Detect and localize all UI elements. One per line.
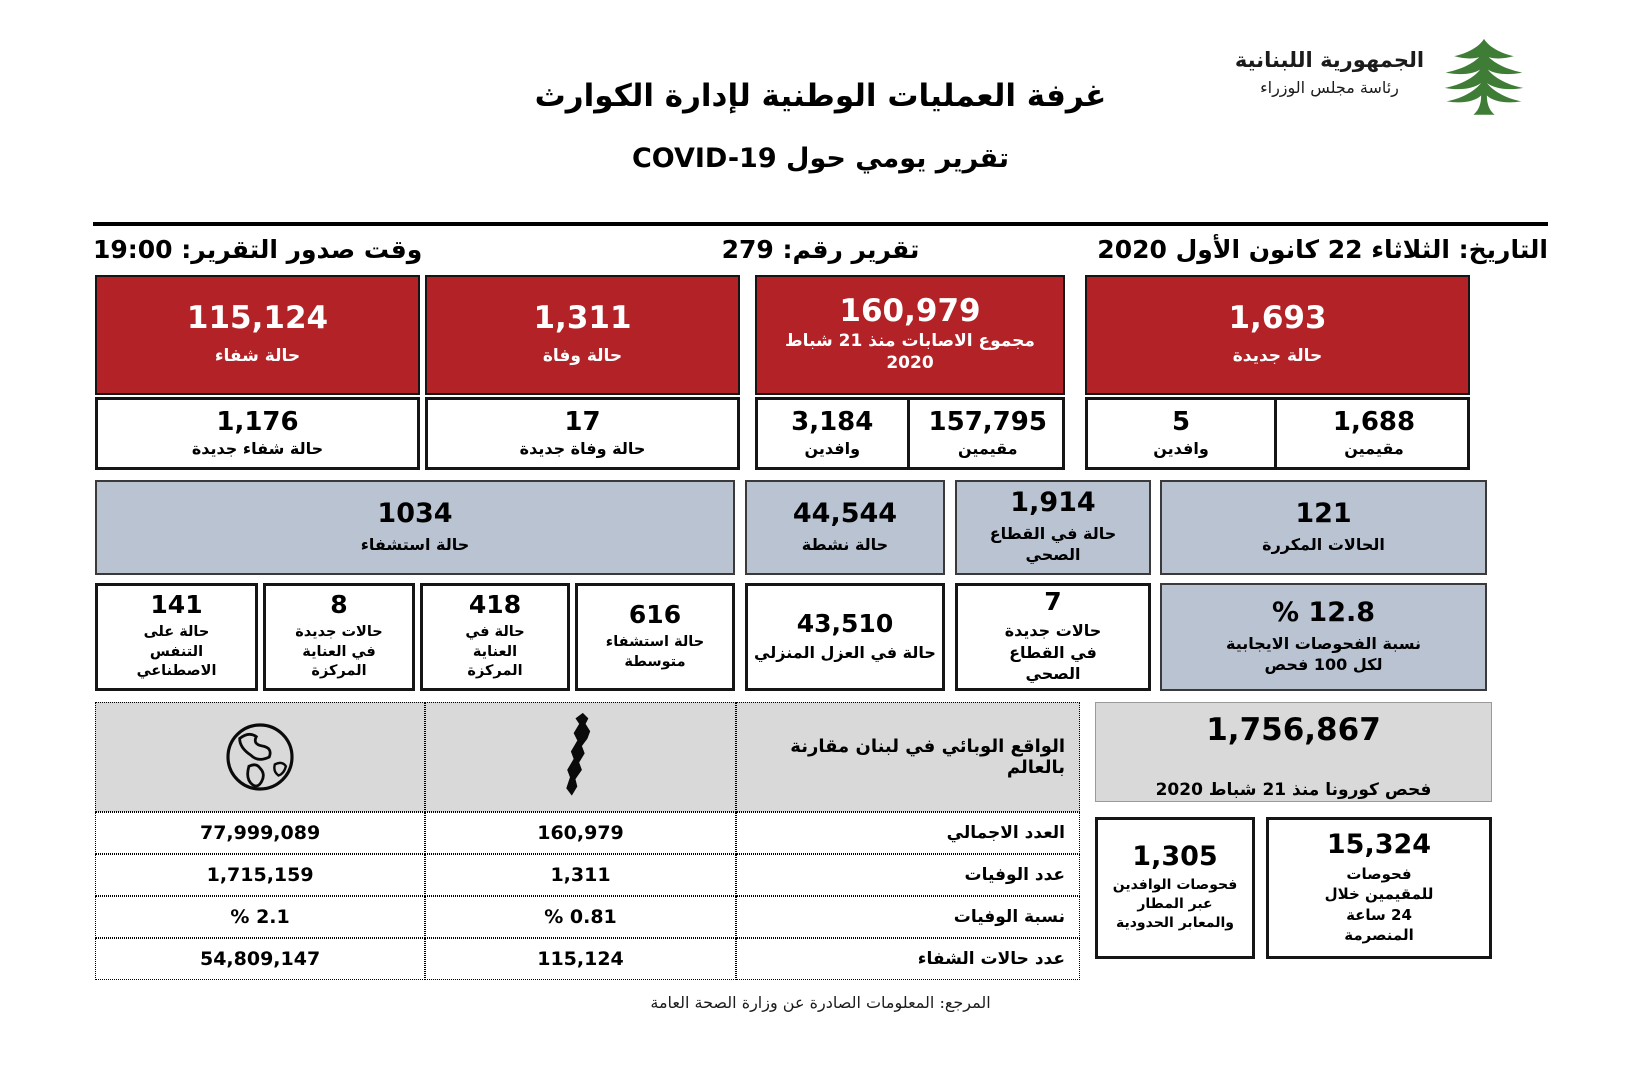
stat-icu [420, 583, 570, 691]
stat-deaths-label: حالة وفاة [542, 345, 623, 366]
stat-new-arrivals-value: 5 [1171, 407, 1191, 437]
stat-resident-tests-value: 15,324 [1326, 829, 1432, 860]
report-date: التاريخ: الثلاثاء 22 كانون الأول 2020 [1097, 235, 1548, 264]
stat-health-sector-label: حالة في القطاع الصحي [989, 524, 1117, 564]
stat-repeated-value: 121 [1295, 497, 1352, 529]
stat-hospitalized-label: حالة استشفاء [360, 534, 470, 554]
stat-total-tests [1095, 702, 1492, 802]
stat-recovered-label: حالة شفاء [214, 345, 301, 366]
stat-resident-tests [1266, 817, 1492, 959]
stat-arrival-tests-value: 1,305 [1132, 841, 1218, 873]
comparison-row-deaths-lebanon: 1,311 [425, 854, 736, 896]
comparison-row-total-lebanon: 160,979 [425, 812, 736, 854]
stat-new-icu-label: حالات جديدة في العناية المركزة [295, 624, 383, 680]
stat-hospitalized-value: 1034 [377, 497, 453, 529]
world-comparison-table [95, 702, 1080, 980]
stat-new-arrivals-label: وافدين [1153, 439, 1209, 458]
stat-active-cases [745, 480, 945, 575]
comparison-row-death-rate-world: 2.1 % [95, 896, 425, 938]
stat-deaths [425, 275, 740, 395]
stat-positivity-label: نسبة الفحوصات الايجابية لكل 100 فحص [1226, 633, 1421, 674]
stat-active-label: حالة نشطة [801, 534, 889, 554]
comparison-row-recovered [95, 938, 1080, 980]
stat-arrival-tests [1095, 817, 1255, 959]
stat-recovered [95, 275, 420, 395]
stat-home-isolation-value: 43,510 [796, 608, 894, 638]
stat-new-deaths-value: 17 [564, 407, 601, 437]
stat-positivity-rate [1160, 583, 1487, 691]
stat-health-sector [955, 480, 1151, 575]
stat-total-residents-value: 157,795 [928, 407, 1047, 437]
stat-new-cases [1085, 275, 1470, 395]
stat-new-arrivals [1088, 400, 1277, 467]
comparison-title: الواقع الوبائي في لبنان مقارنة بالعالم [736, 702, 1080, 812]
page-title: غرفة العمليات الوطنية لإدارة الكوارث [534, 78, 1107, 114]
report-info-bar [93, 222, 1548, 264]
stat-new-residents [1281, 400, 1467, 467]
stat-new-cases-breakdown [1085, 397, 1470, 470]
reference-note: المرجع: المعلومات الصادرة عن وزارة الصحة العامة [650, 993, 991, 1012]
stat-new-cases-label: حالة جديدة [1232, 345, 1323, 366]
stat-new-health-sector-value: 7 [1044, 587, 1062, 617]
stat-total-residents [914, 400, 1063, 467]
stat-new-deaths [425, 397, 740, 470]
stat-recovered-value: 115,124 [186, 299, 329, 336]
stat-total-arrivals-value: 3,184 [791, 407, 874, 437]
stat-icu-label: حالة في العناية المركزة [465, 624, 525, 680]
comparison-row-deaths [95, 854, 1080, 896]
stat-new-deaths-label: حالة وفاة جديدة [519, 439, 646, 458]
stat-new-icu-value: 8 [330, 590, 348, 620]
comparison-header-row [95, 702, 1080, 812]
stat-total-cases-label: مجموع الاصابات منذ 21 شباط 2020 [785, 331, 1035, 373]
comparison-row-recovered-world: 54,809,147 [95, 938, 425, 980]
stat-positivity-value: 12.8 % [1271, 596, 1376, 628]
stat-ventilator-value: 141 [150, 590, 203, 620]
stat-repeated-label: الحالات المكررة [1262, 534, 1385, 554]
stat-new-icu [263, 583, 415, 691]
stat-new-recovered-label: حالة شفاء جديدة [191, 439, 324, 458]
stat-new-health-sector-label: حالات جديدة في القطاع الصحي [1004, 621, 1102, 684]
comparison-row-recovered-label: عدد حالات الشفاء [736, 938, 1080, 980]
stat-total-arrivals-label: وافدين [804, 439, 861, 458]
comparison-row-deaths-world: 1,715,159 [95, 854, 425, 896]
stat-moderate-hospitalization [575, 583, 735, 691]
stat-total-residents-label: مقيمين [957, 439, 1018, 458]
stat-moderate-label: حالة استشفاء متوسطة [605, 633, 705, 670]
report-number: تقرير رقم: 279 [721, 235, 920, 264]
stat-active-value: 44,544 [792, 497, 898, 529]
stat-new-cases-value: 1,693 [1228, 299, 1327, 336]
stat-icu-value: 418 [468, 590, 522, 620]
report-time: وقت صدور التقرير: 19:00 [93, 235, 423, 264]
stat-new-health-sector [955, 583, 1151, 691]
comparison-row-total-label: العدد الاجمالي [736, 812, 1080, 854]
stat-new-residents-value: 1,688 [1332, 407, 1416, 437]
lebanon-map-icon [425, 702, 736, 812]
stat-total-tests-label: فحص كورونا منذ 21 شباط 2020 [1155, 780, 1432, 800]
stat-total-tests-value: 1,756,867 [1206, 712, 1381, 748]
stat-new-residents-label: مقيمين [1344, 439, 1404, 458]
stat-hospitalized [95, 480, 735, 575]
stat-health-sector-value: 1,914 [1010, 487, 1096, 519]
stat-new-recovered-value: 1,176 [216, 407, 299, 437]
stat-repeated-cases [1160, 480, 1487, 575]
stat-resident-tests-label: فحوصات للمقيمين خلال 24 ساعة المنصرمة [1324, 865, 1434, 944]
stat-ventilator-label: حالة على التنفس الاصطناعي [136, 624, 217, 680]
stat-ventilator [95, 583, 258, 691]
stat-new-recovered [95, 397, 420, 470]
stat-total-arrivals [758, 400, 910, 467]
page-subtitle: تقرير يومي حول COVID-19 [631, 143, 1010, 174]
comparison-row-death-rate-label: نسبة الوفيات [736, 896, 1080, 938]
stat-moderate-value: 616 [628, 599, 682, 629]
stat-home-isolation [745, 583, 945, 691]
logo-text-republic: الجمهورية اللبنانية [1234, 48, 1425, 72]
comparison-row-death-rate-lebanon: 0.81 % [425, 896, 736, 938]
stat-home-isolation-label: حالة في العزل المنزلي [754, 642, 936, 662]
stat-deaths-value: 1,311 [533, 299, 632, 336]
comparison-row-recovered-lebanon: 115,124 [425, 938, 736, 980]
comparison-row-deaths-label: عدد الوفيات [736, 854, 1080, 896]
stat-total-breakdown [755, 397, 1065, 470]
logo-text-pcm: رئاسة مجلس الوزراء [1260, 78, 1399, 97]
stat-arrival-tests-label: فحوصات الوافدين عبر المطار والمعابر الحدودية [1112, 877, 1238, 931]
comparison-row-total-world: 77,999,089 [95, 812, 425, 854]
comparison-row-total [95, 812, 1080, 854]
stat-total-cases-value: 160,979 [839, 293, 981, 330]
stat-total-cases [755, 275, 1065, 395]
comparison-row-death-rate [95, 896, 1080, 938]
globe-icon [95, 702, 425, 812]
